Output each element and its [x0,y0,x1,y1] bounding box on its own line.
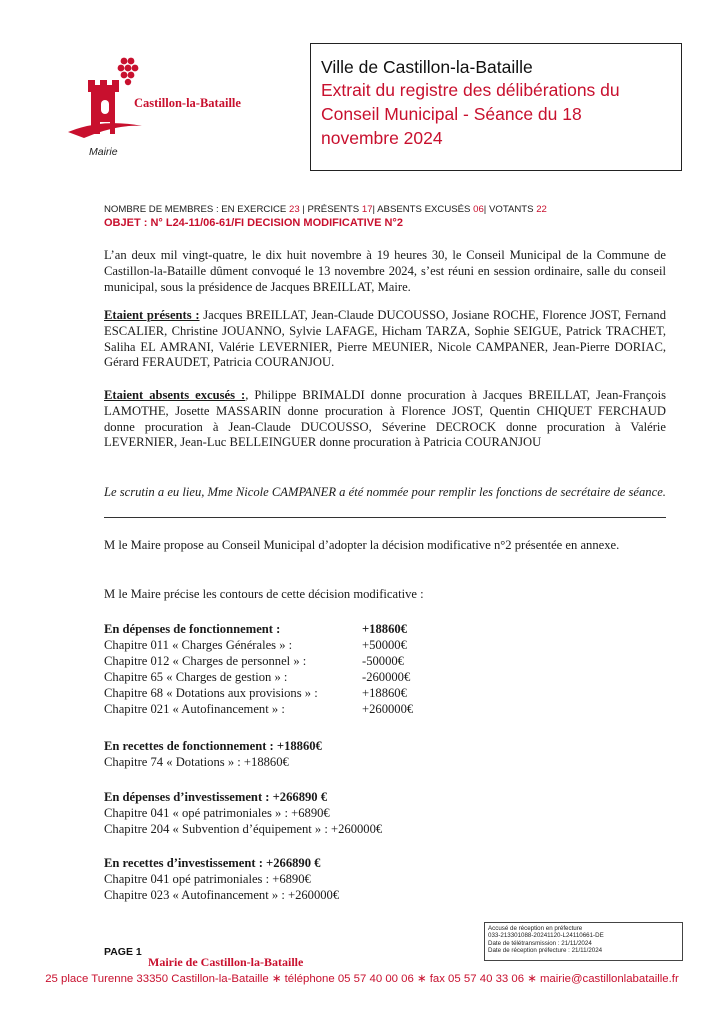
line-label: Chapitre 011 « Charges Générales » : [104,638,293,652]
line-label: Chapitre 65 « Charges de gestion » : [104,670,288,684]
logo-name: Castillon-la-Bataille [134,96,241,110]
list-item: Chapitre 041 « opé patrimoniales » : +6890€ [104,806,330,820]
header-box [310,43,682,171]
member-stats [104,204,684,215]
receipt-line: Date de télétransmission : 21/11/2024 [488,939,592,947]
presents-list: Jacques BREILLAT, Jean-Claude DUCOUSSO, Josiane ROCHE, Florence JOST, Fernand ESCALIER, Christine JOUANNO, Sylvie LAFAGE, Hicham TARZA, Sophie SEIGUE, Patrick TRACHET, Saliha EL AMRANI, Valérie LEVERNIER, Pierre MEUNIER, Nicole CAMPANER, Jean-Pierre DORIAC, Gérard FERAUDET, Patricia COURANJOU. [104,308,666,370]
line-label: Chapitre 021 « Autofinancement » : [104,702,285,716]
depenses-fonct-heading [104,621,407,637]
divider [104,517,666,518]
list-item: Chapitre 204 « Subvention d’équipement » : +260000€ [104,822,383,836]
stats-en-exercice: 23 [288,204,300,215]
line-label: Chapitre 68 « Dotations aux provisions » : [104,686,318,700]
line-value: +260000€ [362,702,414,716]
depenses-fonct-total: +18860€ [362,622,407,636]
header-title-line-3: novembre 2024 [321,128,443,148]
footer-address: 25 place Turenne 33350 Castillon-la-Bataille ∗ téléphone 05 57 40 00 06 ∗ fax 05 57 40 33 06 ∗ mairie@castillonlabataille.fr [45,973,679,985]
absents-label: Etaient absents excusés : [104,388,246,402]
receipt-line: Date de réception préfecture : 21/11/2024 [488,947,603,955]
stats-presents-label: | PRÉSENTS [299,204,362,215]
list-item: Chapitre 041 opé patrimoniales : +6890€ [104,872,311,886]
list-item: Chapitre 023 « Autofinancement » : +260000€ [104,888,340,902]
page-number: PAGE 1 [104,946,142,958]
stats-excuses: 06 [473,204,484,215]
prefecture-receipt-box [484,922,683,961]
stats-votants: 22 [536,204,547,215]
footer-name: Mairie de Castillon-la-Bataille [148,955,304,969]
list-item [104,685,407,701]
depenses-invest-heading: En dépenses d’investissement : +266890 € [104,790,328,804]
absents-paragraph [104,388,666,451]
presents-paragraph [104,308,666,371]
stats-presents: 17 [361,204,373,215]
presents-label: Etaient présents : [104,308,200,322]
depenses-fonct-heading-label: En dépenses de fonctionnement : [104,622,281,636]
list-item [104,669,411,685]
stats-excuses-label: | ABSENTS EXCUSÉS [372,204,474,215]
proposal-paragraph: M le Maire propose au Conseil Municipal d’adopter la décision modificative n°2 présentée en annexe. [104,538,620,552]
logo-subtitle: Mairie [89,146,118,158]
list-item [104,701,414,717]
list-item: Chapitre 74 « Dotations » : +18860€ [104,755,289,769]
stats-votants-label: | VOTANTS [483,204,537,215]
receipt-line: Accusé de réception en préfecture [488,925,583,932]
header-title-line-2: Conseil Municipal - Séance du 18 [321,104,582,124]
recettes-invest-heading: En recettes d’investissement : +266890 € [104,856,321,870]
precise-paragraph: M le Maire précise les contours de cette décision modificative : [104,587,424,601]
header-title-line-1: Extrait du registre des délibérations du [321,80,620,100]
line-value: +50000€ [362,638,407,652]
line-value: -260000€ [362,670,411,684]
recettes-fonct-heading: En recettes de fonctionnement : +18860€ [104,739,322,753]
receipt-line: 033-213301088-20241120-L24110661-DE [488,932,604,940]
stats-prefix: NOMBRE DE MEMBRES : EN EXERCICE [104,204,289,215]
line-value: -50000€ [362,654,404,668]
scrutin-paragraph: Le scrutin a eu lieu, Mme Nicole CAMPANER a été nommée pour remplir les fonctions de secrétaire de séance. [104,485,666,499]
list-item [104,653,404,669]
header-city: Ville de Castillon-la-Bataille [321,57,533,77]
absents-list: , Philippe BRIMALDI donne procuration à Jacques BREILLAT, Jean-François LAMOTHE, Josette MASSARIN donne procuration à Florence JOST, Quentin CHIQUET FERCHAUD donne procuration à Jean-Claude DUCOUSSO, Séverine DECROCK donne procuration à Valérie LEVERNIER, Jean-Luc BELLEINGUER donne procuration à Patricia COURANJOU [104,388,666,450]
objet-title: OBJET : N° L24-11/06-61/FI DECISION MODIFICATIVE N°2 [104,217,403,229]
line-label: Chapitre 012 « Charges de personnel » : [104,654,307,668]
list-item [104,637,407,653]
line-value: +18860€ [362,686,407,700]
intro-paragraph: L’an deux mil vingt-quatre, le dix huit novembre à 19 heures 30, le Conseil Municipal de la Commune de Castillon-la-Bataille dûment convoqué le 13 novembre 2024, s’est réuni en session ordinaire, salle du conseil municipal, sous la présidence de Jacques BREILLAT, Maire. [104,248,666,294]
